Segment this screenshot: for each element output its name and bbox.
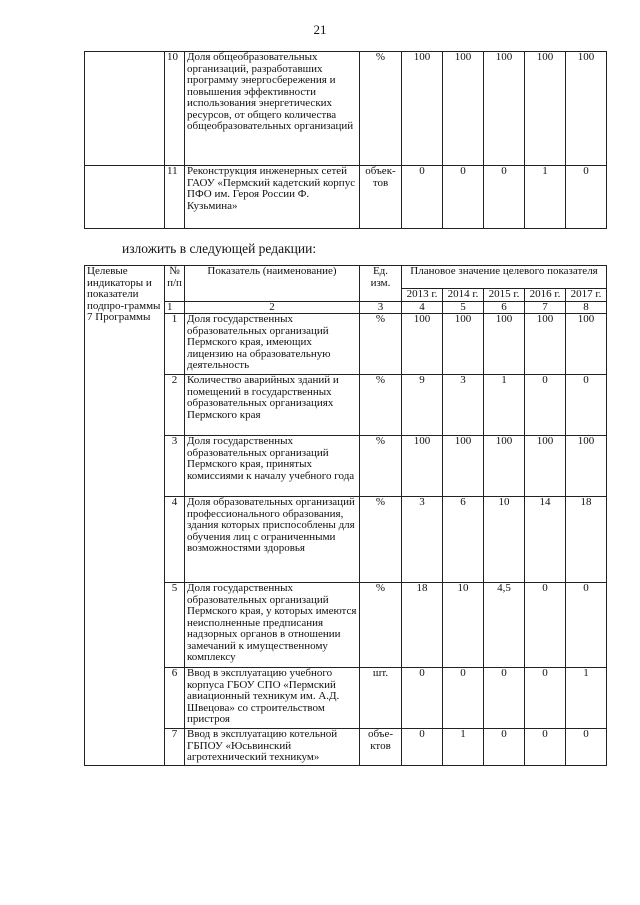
value-2015: 4,5 bbox=[484, 583, 525, 668]
year-header: 2015 г. bbox=[484, 289, 525, 302]
value-2016: 0 bbox=[525, 668, 566, 729]
value-2013: 100 bbox=[402, 314, 443, 375]
indicator-header: Показатель (наименование) bbox=[185, 266, 360, 302]
row-number: 10 bbox=[165, 52, 185, 166]
column-number: 2 bbox=[185, 301, 360, 314]
row-number: 5 bbox=[165, 583, 185, 668]
value-2013: 9 bbox=[402, 375, 443, 436]
value-2015: 100 bbox=[484, 314, 525, 375]
unit: шт. bbox=[360, 668, 402, 729]
column-number: 6 bbox=[484, 301, 525, 314]
row-number: 6 bbox=[165, 668, 185, 729]
unit: % bbox=[360, 583, 402, 668]
unit: % bbox=[360, 314, 402, 375]
value-2014: 100 bbox=[443, 314, 484, 375]
value-2013: 3 bbox=[402, 497, 443, 583]
value-2015: 100 bbox=[484, 436, 525, 497]
header-row bbox=[85, 266, 607, 289]
indicator-name: Доля государственных образовательных организаций Пермского края, имеющих лицензию на образовательную деятельность bbox=[185, 314, 360, 375]
value-2017: 0 bbox=[566, 166, 607, 229]
value-2015: 10 bbox=[484, 497, 525, 583]
indicator-name: Количество аварийных зданий и помещений в государственных образовательных организациях Пермского края bbox=[185, 375, 360, 436]
number-header: № п/п bbox=[165, 266, 185, 302]
indicator-name: Ввод в эксплуатацию учебного корпуса ГБОУ СПО «Пермский авиационный техникум им. А.Д. Швецова» со строительством пристроя bbox=[185, 668, 360, 729]
year-header: 2013 г. bbox=[402, 289, 443, 302]
table-row bbox=[85, 52, 607, 166]
value-2015: 0 bbox=[484, 729, 525, 766]
value-2017: 100 bbox=[566, 52, 607, 166]
indicator-name: Реконструкция инженерных сетей ГАОУ «Пермский кадетский корпус ПФО им. Героя России Ф. Кузьмина» bbox=[185, 166, 360, 229]
indicator-name: Доля государственных образовательных организаций Пермского края, у которых имеются неисполненные предписания надзорных органов в отношении замечаний к имущественному комплексу bbox=[185, 583, 360, 668]
value-2014: 0 bbox=[443, 166, 484, 229]
empty-cell bbox=[85, 52, 165, 166]
year-header: 2016 г. bbox=[525, 289, 566, 302]
value-2015: 100 bbox=[484, 52, 525, 166]
column-number: 1 bbox=[165, 301, 185, 314]
value-2015: 0 bbox=[484, 166, 525, 229]
value-2014: 0 bbox=[443, 668, 484, 729]
continued-table bbox=[84, 51, 607, 229]
column-number: 4 bbox=[402, 301, 443, 314]
value-2017: 0 bbox=[566, 729, 607, 766]
page-number: 21 bbox=[313, 22, 327, 37]
value-2016: 0 bbox=[525, 375, 566, 436]
value-2017: 0 bbox=[566, 375, 607, 436]
value-2016: 14 bbox=[525, 497, 566, 583]
value-2013: 18 bbox=[402, 583, 443, 668]
value-2017: 100 bbox=[566, 436, 607, 497]
value-2014: 100 bbox=[443, 436, 484, 497]
year-header: 2014 г. bbox=[443, 289, 484, 302]
indicator-name: Доля общеобразовательных организаций, разработавших программу энергосбережения и повышения эффективности использования энергетических ресурсов, от общего количества общеобразовательных организаций bbox=[185, 52, 360, 166]
column-number: 3 bbox=[360, 301, 402, 314]
value-2017: 0 bbox=[566, 583, 607, 668]
table-row bbox=[85, 166, 607, 229]
value-2015: 1 bbox=[484, 375, 525, 436]
unit-header: Ед. изм. bbox=[360, 266, 402, 302]
indicator-name: Доля образовательных организаций профессионального образования, здания которых приспособлены для обучения лиц с ограниченными возможностями здоровья bbox=[185, 497, 360, 583]
empty-cell bbox=[85, 166, 165, 229]
unit: % bbox=[360, 52, 402, 166]
row-number: 1 bbox=[165, 314, 185, 375]
unit: % bbox=[360, 375, 402, 436]
planned-header: Плановое значение целевого показателя bbox=[402, 266, 607, 289]
value-2014: 10 bbox=[443, 583, 484, 668]
row-number: 2 bbox=[165, 375, 185, 436]
value-2016: 1 bbox=[525, 166, 566, 229]
unit: % bbox=[360, 497, 402, 583]
value-2013: 0 bbox=[402, 166, 443, 229]
value-2014: 3 bbox=[443, 375, 484, 436]
column-number: 8 bbox=[566, 301, 607, 314]
value-2013: 100 bbox=[402, 52, 443, 166]
year-header: 2017 г. bbox=[566, 289, 607, 302]
value-2015: 0 bbox=[484, 668, 525, 729]
section-label: Целевые индикаторы и показатели подпро-граммы 7 Программы bbox=[85, 266, 165, 766]
value-2016: 100 bbox=[525, 52, 566, 166]
value-2017: 1 bbox=[566, 668, 607, 729]
indicators-table bbox=[84, 265, 607, 766]
unit: объек-тов bbox=[360, 166, 402, 229]
unit: объе-ктов bbox=[360, 729, 402, 766]
column-number: 5 bbox=[443, 301, 484, 314]
value-2016: 0 bbox=[525, 729, 566, 766]
intro-text: изложить в следующей редакции: bbox=[122, 241, 317, 256]
value-2014: 6 bbox=[443, 497, 484, 583]
value-2013: 0 bbox=[402, 729, 443, 766]
value-2014: 1 bbox=[443, 729, 484, 766]
value-2016: 0 bbox=[525, 583, 566, 668]
indicator-name: Доля государственных образовательных организаций Пермского края, принятых комиссиями к началу учебного года bbox=[185, 436, 360, 497]
value-2013: 100 bbox=[402, 436, 443, 497]
value-2013: 0 bbox=[402, 668, 443, 729]
row-number: 3 bbox=[165, 436, 185, 497]
column-number: 7 bbox=[525, 301, 566, 314]
indicator-name: Ввод в эксплуатацию котельной ГБПОУ «Юсьвинский агротехнический техникум» bbox=[185, 729, 360, 766]
value-2016: 100 bbox=[525, 314, 566, 375]
row-number: 11 bbox=[165, 166, 185, 229]
unit: % bbox=[360, 436, 402, 497]
value-2016: 100 bbox=[525, 436, 566, 497]
row-number: 7 bbox=[165, 729, 185, 766]
value-2017: 100 bbox=[566, 314, 607, 375]
row-number: 4 bbox=[165, 497, 185, 583]
value-2017: 18 bbox=[566, 497, 607, 583]
value-2014: 100 bbox=[443, 52, 484, 166]
